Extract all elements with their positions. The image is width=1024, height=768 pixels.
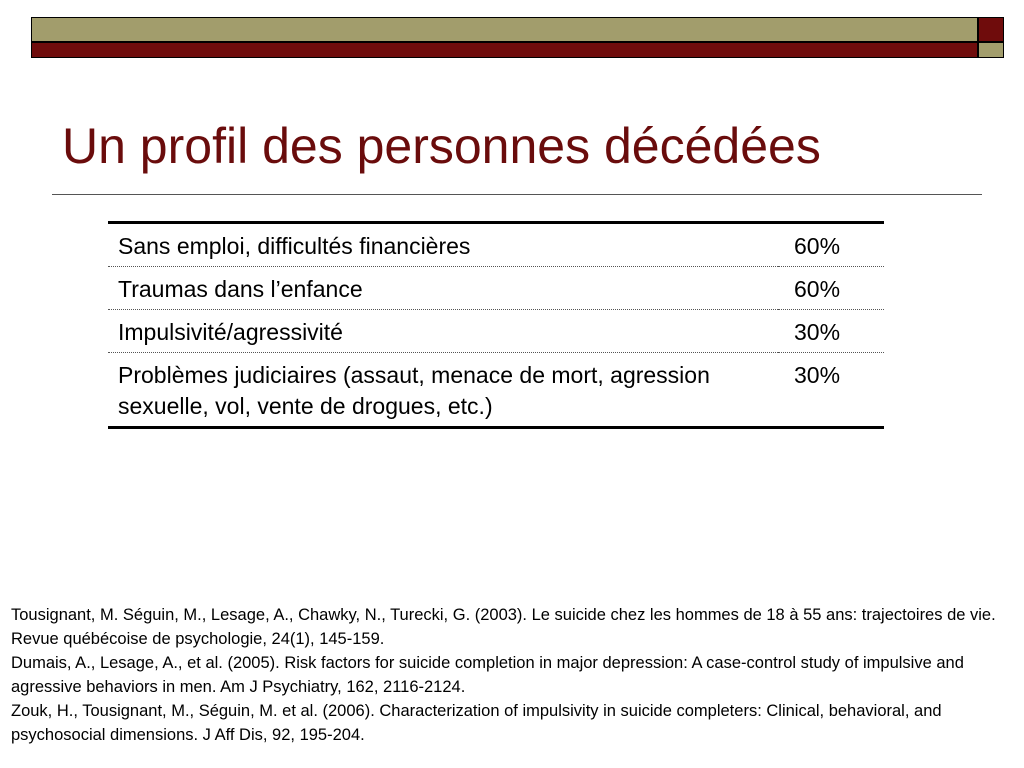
row-label: Sans emploi, difficultés financières: [118, 233, 471, 259]
row-label: Impulsivité/agressivité: [108, 310, 778, 353]
reference-item: Zouk, H., Tousignant, M., Séguin, M. et al. (2006). Characterization of impulsivity in suicide completers: Clinical, behavioral, and psychosocial dimensions. J Aff Dis, 92, 195-204.: [11, 702, 942, 744]
row-value: 30%: [778, 353, 884, 428]
profile-table: [108, 221, 884, 429]
row-value: 60%: [778, 267, 884, 310]
slide-title: Un profil des personnes décédées: [62, 118, 821, 174]
table-row: [108, 310, 884, 353]
references: [11, 603, 1021, 747]
header-bar-olive: [31, 17, 978, 42]
row-value: 30%: [778, 310, 884, 353]
table-row: [108, 267, 884, 310]
header-square-red: [978, 17, 1004, 42]
row-label: Problèmes judiciaires (assaut, menace de mort, agression sexuelle, vol, vente de drogues, etc.): [108, 353, 778, 428]
title-divider: [52, 194, 982, 195]
row-label: Traumas dans l’enfance: [108, 267, 778, 310]
row-value: 60%: [794, 233, 841, 259]
table-row: [108, 223, 884, 267]
table-row: [108, 353, 884, 428]
reference-item: Tousignant, M. Séguin, M., Lesage, A., Chawky, N., Turecki, G. (2003). Le suicide chez les hommes de 18 à 55 ans: trajectoires de vie. Revue québécoise de psychologie, 24(1), 145-159.: [11, 606, 996, 648]
header-square-olive: [978, 42, 1004, 58]
header-bar-red: [31, 42, 978, 58]
reference-item: Dumais, A., Lesage, A., et al. (2005). Risk factors for suicide completion in major depression: A case-control study of impulsive and agressive behaviors in men. Am J Psychiatry, 162, 2116-2124.: [11, 654, 964, 696]
